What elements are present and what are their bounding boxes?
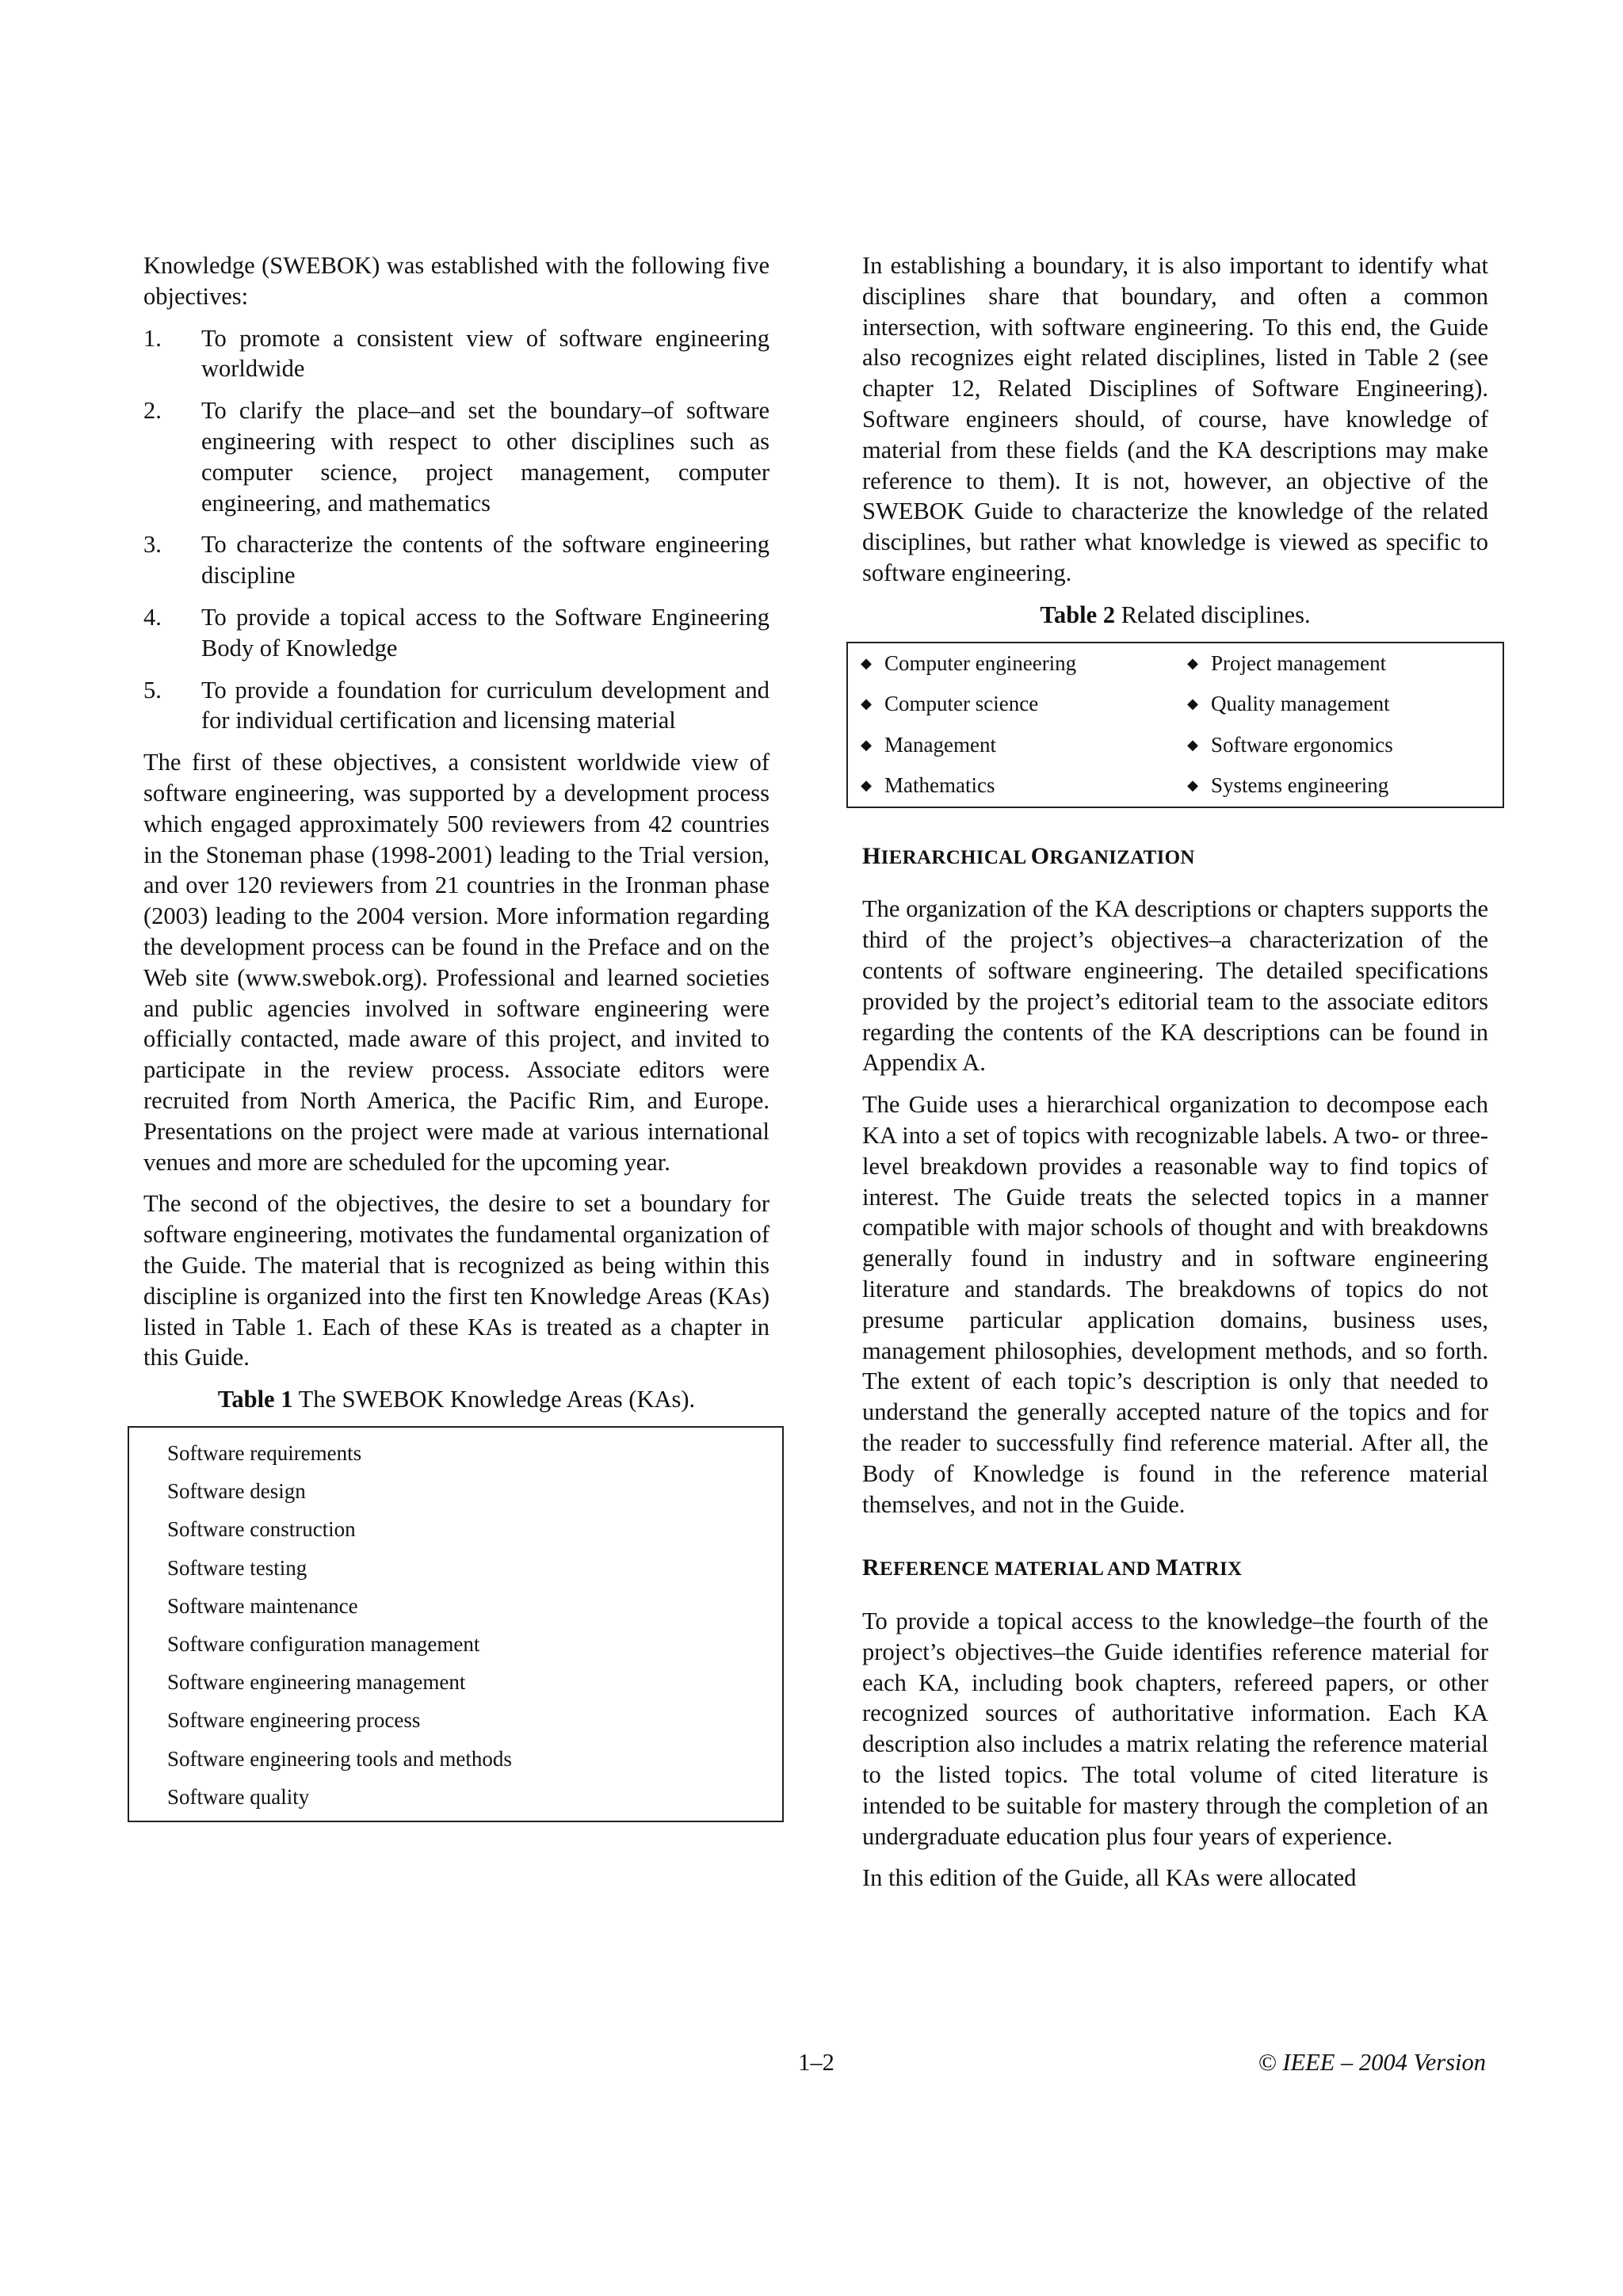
body-paragraph: To provide a topical access to the knowledge–the fourth of the project’s objectives–the Guide identifies reference material for each KA, including book chapters, refereed papers, or other recognized sources of authoritative information. Each KA description also includes a matrix relating the reference material to the listed topics. The total volume of cited literature is intended to be suitable for mastery through the completion of an undergraduate education plus four years of experience.: [862, 1608, 1488, 1850]
bullet-diamond-icon: ◆: [1187, 777, 1198, 794]
list-text: To provide a foundation for curriculum development and for individual certification and licensing material: [201, 676, 769, 734]
list-text: To characterize the contents of the software engineering discipline: [201, 531, 769, 589]
table-1-caption-text: The SWEBOK Knowledge Areas (KAs).: [298, 1386, 696, 1413]
list-item: [143, 675, 769, 737]
table-cell: Quality management: [1211, 692, 1390, 716]
table-2-caption-text: Related disciplines.: [1121, 601, 1311, 628]
body-paragraph: The Guide uses a hierarchical organization to decompose each KA into a set of topics with recognizable labels. A two- or three-level breakdown provides a reasonable way to find topics of interest. The Guide treats the selected topics in a manner compatible with major schools of thought and with breakdowns generally found in industry and in software engineering literature and standards. The breakdowns of topics do not presume particular application domains, business uses, management philosophies, development methods, and so forth. The extent of each topic’s description is only that needed to understand the generally accepted nature of the topics and for the reader to successfully find reference material. After all, the Body of Knowledge is found in the reference material themselves, and not in the Guide.: [862, 1091, 1488, 1518]
table-row: Software quality: [167, 1784, 310, 1809]
copyright-notice: © IEEE – 2004 Version: [1258, 2049, 1486, 2076]
table-row: Software engineering process: [167, 1708, 421, 1733]
bullet-diamond-icon: ◆: [1187, 736, 1198, 753]
bullet-diamond-icon: ◆: [861, 696, 872, 712]
table-row: Software construction: [167, 1517, 356, 1542]
table-1-caption: [143, 1384, 769, 1415]
list-text: To provide a topical access to the Software Engineering Body of Knowledge: [201, 603, 769, 662]
table-2-label: Table 2: [1040, 601, 1116, 628]
list-text: To clarify the place–and set the boundary–of software engineering with respect to other disciplines such as computer science, project management, computer engineering, and mathematics: [201, 397, 769, 517]
table-row: Software configuration management: [167, 1631, 480, 1656]
page-number: 1–2: [798, 2049, 834, 2076]
left-column: [143, 250, 769, 1822]
body-paragraph: The first of these objectives, a consistent worldwide view of software engineering, was supported by a development process which engaged approximately 500 reviewers from 42 countries in the Stoneman phase (1998-2001) leading to the Trial version, and over 120 reviewers from 21 countries in the Ironman phase (2003) leading to the 2004 version. More information regarding the development process can be found in the Preface and on the Web site (www.swebok.org). Professional and learned societies and public agencies involved in software engineering were officially contacted, made aware of this project, and invited to participate in the review process. Associate editors were recruited from North America, the Pacific Rim, and Europe. Presentations on the project were made at various international venues and more are scheduled for the upcoming year.: [143, 749, 769, 1176]
list-item: [143, 602, 769, 664]
table-cell: Computer engineering: [884, 650, 1077, 675]
table-cell: Management: [884, 732, 996, 757]
table-row: Software maintenance: [167, 1593, 358, 1618]
table-row: [847, 765, 1503, 807]
table-1-knowledge-areas: [128, 1426, 784, 1822]
table-row: Software testing: [167, 1555, 307, 1580]
list-number: 2.: [143, 397, 162, 425]
body-paragraph: In establishing a boundary, it is also important to identify what disciplines share that boundary, and often a common intersection, with software engineering. To this end, the Guide also recognizes eight related disciplines, listed in Table 2 (see chapter 12, Related Disciplines of Software Engineering). Software engineers should, of course, have knowledge of material from these fields (and the KA descriptions may make reference to them). It is not, however, an objective of the SWEBOK Guide to characterize the knowledge of the related disciplines, but rather what knowledge is viewed as specific to software engineering.: [862, 252, 1488, 586]
table-2-related-disciplines: [846, 642, 1504, 808]
body-paragraph: In this edition of the Guide, all KAs were allocated: [862, 1864, 1357, 1892]
list-number: 5.: [143, 676, 162, 704]
table-row: Software engineering tools and methods: [167, 1746, 512, 1771]
table-row: [847, 643, 1503, 685]
body-paragraph: The organization of the KA descriptions or chapters supports the third of the project’s objectives–a characterization of the contents of software engineering. The detailed specifications provided by the project’s editorial team to the associate editors regarding the contents of the KA descriptions can be found in Appendix A.: [862, 895, 1488, 1077]
objectives-list: [143, 323, 769, 737]
table-row: Software requirements: [167, 1440, 362, 1465]
list-item: [143, 529, 769, 591]
list-text: To promote a consistent view of software engineering worldwide: [201, 324, 769, 383]
section-heading-reference-material: REFERENCE MATERIAL AND MATRIX: [862, 1554, 1243, 1581]
table-cell: Systems engineering: [1211, 773, 1389, 798]
list-number: 4.: [143, 603, 162, 631]
table-cell: Project management: [1211, 650, 1387, 675]
list-number: 3.: [143, 531, 162, 559]
table-row: Software engineering management: [167, 1670, 466, 1695]
bullet-diamond-icon: ◆: [1187, 696, 1198, 712]
table-cell: Mathematics: [884, 773, 995, 798]
table-cell: Software ergonomics: [1211, 732, 1393, 757]
bullet-diamond-icon: ◆: [861, 654, 872, 671]
body-paragraph: The second of the objectives, the desire to set a boundary for software engineering, motivates the fundamental organization of the Guide. The material that is recognized as being within this discipline is organized into the first ten Knowledge Areas (KAs) listed in Table 1. Each of these KAs is treated as a chapter in this Guide.: [143, 1190, 769, 1371]
list-number: 1.: [143, 324, 162, 352]
bullet-diamond-icon: ◆: [861, 777, 872, 794]
table-row: Software design: [167, 1479, 306, 1504]
intro-paragraph: Knowledge (SWEBOK) was established with the following five objectives:: [143, 252, 769, 310]
table-1-label: Table 1: [217, 1386, 293, 1413]
list-item: [143, 323, 769, 385]
table-2-caption: [862, 600, 1488, 631]
right-column: [862, 250, 1488, 1905]
table-row: [847, 725, 1503, 766]
bullet-diamond-icon: ◆: [1187, 654, 1198, 671]
bullet-diamond-icon: ◆: [861, 736, 872, 753]
section-heading-hierarchical-organization: HIERARCHICAL ORGANIZATION: [862, 842, 1195, 869]
list-item: [143, 395, 769, 518]
table-row: [847, 684, 1503, 725]
table-cell: Computer science: [884, 692, 1039, 716]
